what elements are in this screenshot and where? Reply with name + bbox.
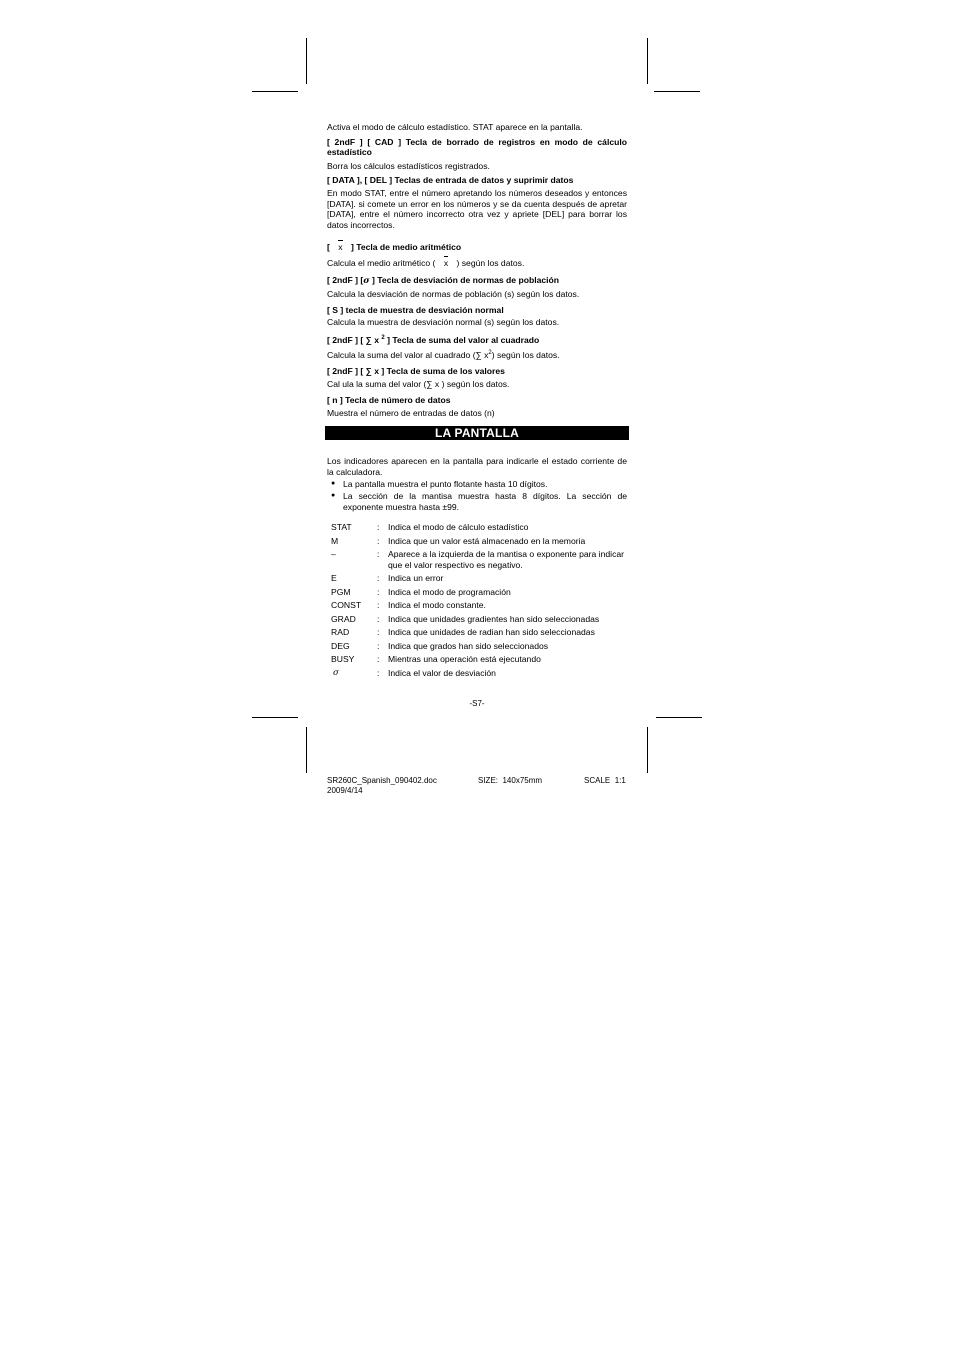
data-del-key-heading: [ DATA ], [ DEL ] Teclas de entrada de datos y suprimir datos: [327, 175, 574, 186]
table-row: E : Indica un error: [331, 573, 444, 584]
manual-page: [327, 122, 627, 681]
x-bar-symbol: x: [338, 242, 343, 253]
crop-mark-bottom-right-vertical: [647, 727, 648, 773]
indicator-table: [331, 522, 627, 681]
sum-x2-key-text: Calcula la suma del valor al cuadrado (∑ $x^2$) según los datos.: [327, 350, 560, 361]
data-del-key-text: En modo STAT, entre el número apretando los números deseados y entonces [DATA]. si comete un error en los números y se da cuenta después de apretar [DATA], entre el número incorrecto otra vez y apriete [DEL] para borrar los datos incorrectos.: [327, 187, 627, 230]
crop-mark-bottom-left-horizontal: [252, 717, 298, 718]
display-intro-text: Los indicadores aparecen en la pantalla para indicarle el estado corriente de la calculadora.: [327, 456, 627, 477]
mean-key-heading: [ x ] Tecla de medio aritmético: [327, 242, 462, 253]
sum-x-key-text: Cal ula la suma del valor (∑ x ) según los datos.: [327, 379, 510, 390]
table-row: GRAD : Indica que unidades gradientes han sido seleccionadas: [331, 613, 600, 624]
crop-mark-bottom-left-vertical: [306, 727, 307, 773]
n-key-text: Muestra el número de entradas de datos (n): [327, 407, 495, 418]
footer-file-name: SR260C_Spanish_090402.doc: [327, 776, 437, 785]
crop-mark-top-left-vertical: [306, 38, 307, 84]
table-row: – : Aparece a la izquierda de la mantisa o exponente para indicar que el valor respectivo es negativo.: [331, 549, 625, 570]
table-row: σ : Indica el valor de desviación: [333, 667, 496, 678]
footer-scale: SCALE 1:1: [584, 776, 626, 785]
table-row: RAD : Indica que unidades de radian han sido seleccionadas: [331, 627, 595, 638]
table-row: CONST : Indica el modo constante.: [331, 600, 486, 611]
crop-mark-top-right-horizontal: [654, 91, 700, 92]
sigma-key-heading: [ 2ndF ] [σ ] Tecla de desviación de normas de población: [327, 274, 560, 286]
crop-mark-top-right-vertical: [647, 38, 648, 84]
table-row: STAT : Indica el modo de cálculo estadístico: [331, 522, 529, 533]
table-row: PGM : Indica el modo de programación: [331, 586, 511, 597]
display-bullet-list: [327, 479, 627, 512]
s-key-text: Calcula la muestra de desviación normal (s) según los datos.: [327, 317, 560, 328]
section-title-la-pantalla: LA PANTALLA: [325, 426, 629, 440]
sum-x-key-heading: [ 2ndF ] [ ∑ x ] Tecla de suma de los valores: [327, 365, 505, 376]
crop-mark-top-left-horizontal: [252, 91, 298, 92]
s-key-heading: [ S ] tecla de muestra de desviación normal: [327, 304, 504, 315]
cad-key-heading: [ 2ndF ] [ CAD ] Tecla de borrado de registros en modo de cálculo estadístico: [327, 136, 627, 158]
table-row: BUSY : Mientras una operación está ejecutando: [331, 654, 541, 665]
list-item: ● La pantalla muestra el punto flotante hasta 10 dígitos.: [327, 479, 627, 490]
crop-mark-bottom-right-horizontal: [656, 717, 702, 718]
mean-key-text: Calcula el medio aritmético ( x ) según los datos.: [327, 257, 525, 268]
sum-symbol: ∑: [365, 334, 372, 345]
footer-date: 2009/4/14: [327, 786, 363, 795]
sum-symbol: ∑: [475, 350, 482, 361]
table-row: M : Indica que un valor está almacenado en la memoria: [331, 535, 586, 546]
n-key-heading: [ n ] Tecla de número de datos: [327, 395, 451, 405]
cad-key-text: Borra los cálculos estadísticos registrados.: [327, 160, 490, 171]
footer-size: SIZE: 140x75mm: [478, 776, 543, 785]
sigma-key-text: Calcula la desviación de normas de población (s) según los datos.: [327, 289, 580, 300]
x-bar-symbol: x: [443, 257, 449, 268]
page-number: -S7-: [469, 699, 485, 708]
sum-symbol: ∑: [365, 365, 372, 376]
list-item: ● La sección de la mantisa muestra hasta 8 dígitos. La sección de exponente muestra hasta ±99.: [327, 491, 627, 512]
table-row: DEG : Indica que grados han sido seleccionados: [331, 640, 549, 651]
footer-filename: [327, 776, 437, 796]
sum-symbol: ∑: [426, 379, 433, 390]
sum-x2-key-heading: [ 2ndF ] [ ∑ x $^2$ ] Tecla de suma del valor al cuadrado: [327, 334, 540, 345]
stat-mode-text: Activa el modo de cálculo estadístico. STAT aparece en la pantalla.: [327, 122, 583, 132]
sigma-symbol: σ: [363, 275, 370, 286]
